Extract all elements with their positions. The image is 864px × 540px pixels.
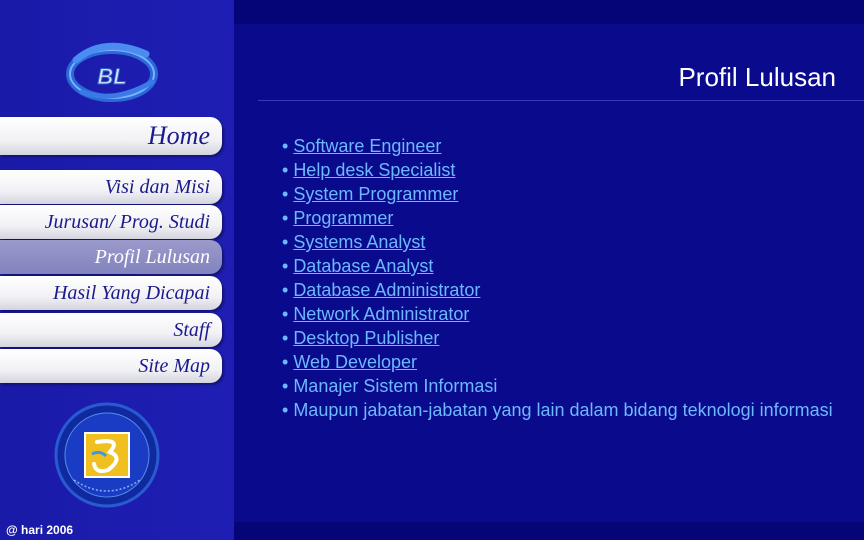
list-item[interactable]	[282, 302, 842, 326]
bullet: •	[282, 184, 294, 204]
bullet: •	[282, 400, 294, 420]
list-item[interactable]	[282, 158, 842, 182]
profile-link[interactable]: Software Engineer	[293, 136, 442, 156]
graduate-profile-list	[282, 134, 842, 422]
list-item	[282, 374, 842, 398]
list-item[interactable]	[282, 278, 842, 302]
profile-link[interactable]: Programmer	[293, 208, 394, 228]
bullet: •	[282, 232, 294, 252]
footer-bar	[234, 522, 864, 540]
profile-link[interactable]: Desktop Publisher	[293, 328, 440, 348]
profile-text: Maupun jabatan-jabatan yang lain dalam bidang teknologi informasi	[293, 400, 833, 420]
nav-item-hasil[interactable]: Hasil Yang Dicapai	[0, 276, 222, 310]
bullet: •	[282, 304, 294, 324]
list-item[interactable]	[282, 134, 842, 158]
bullet: •	[282, 352, 294, 372]
bl-logo-text: BL	[97, 64, 127, 89]
profile-link[interactable]: Systems Analyst	[293, 232, 426, 252]
profile-link[interactable]: Database Analyst	[293, 256, 434, 276]
nav-item-staff[interactable]: Staff	[0, 313, 222, 347]
nav-item-visi-misi[interactable]: Visi dan Misi	[0, 170, 222, 204]
list-item[interactable]	[282, 182, 842, 206]
bullet: •	[282, 136, 294, 156]
bl-logo	[64, 38, 164, 104]
profile-link[interactable]: Database Administrator	[293, 280, 481, 300]
bullet: •	[282, 256, 294, 276]
footer-copyright: @ hari 2006	[6, 523, 74, 537]
bullet: •	[282, 280, 294, 300]
bullet: •	[282, 376, 294, 396]
nav-item-profil-lulusan[interactable]: Profil Lulusan	[0, 240, 222, 274]
list-item[interactable]	[282, 326, 842, 350]
bullet: •	[282, 328, 294, 348]
profile-link[interactable]: System Programmer	[293, 184, 459, 204]
nav-item-home[interactable]: Home	[0, 117, 222, 155]
header-divider	[258, 100, 864, 101]
profile-link[interactable]: Web Developer	[293, 352, 418, 372]
top-strip	[234, 0, 864, 24]
nav-item-site-map[interactable]: Site Map	[0, 349, 222, 383]
list-item[interactable]	[282, 254, 842, 278]
profile-link[interactable]: Help desk Specialist	[293, 160, 456, 180]
profile-text: Manajer Sistem Informasi	[293, 376, 498, 396]
page-title: Profil Lulusan	[678, 62, 836, 92]
list-item[interactable]	[282, 350, 842, 374]
bullet: •	[282, 208, 294, 228]
profile-link[interactable]: Network Administrator	[293, 304, 470, 324]
nav-item-jurusan[interactable]: Jurusan/ Prog. Studi	[0, 205, 222, 239]
institution-seal	[52, 402, 162, 508]
list-item[interactable]	[282, 206, 842, 230]
list-item	[282, 398, 842, 422]
bullet: •	[282, 160, 294, 180]
list-item[interactable]	[282, 230, 842, 254]
